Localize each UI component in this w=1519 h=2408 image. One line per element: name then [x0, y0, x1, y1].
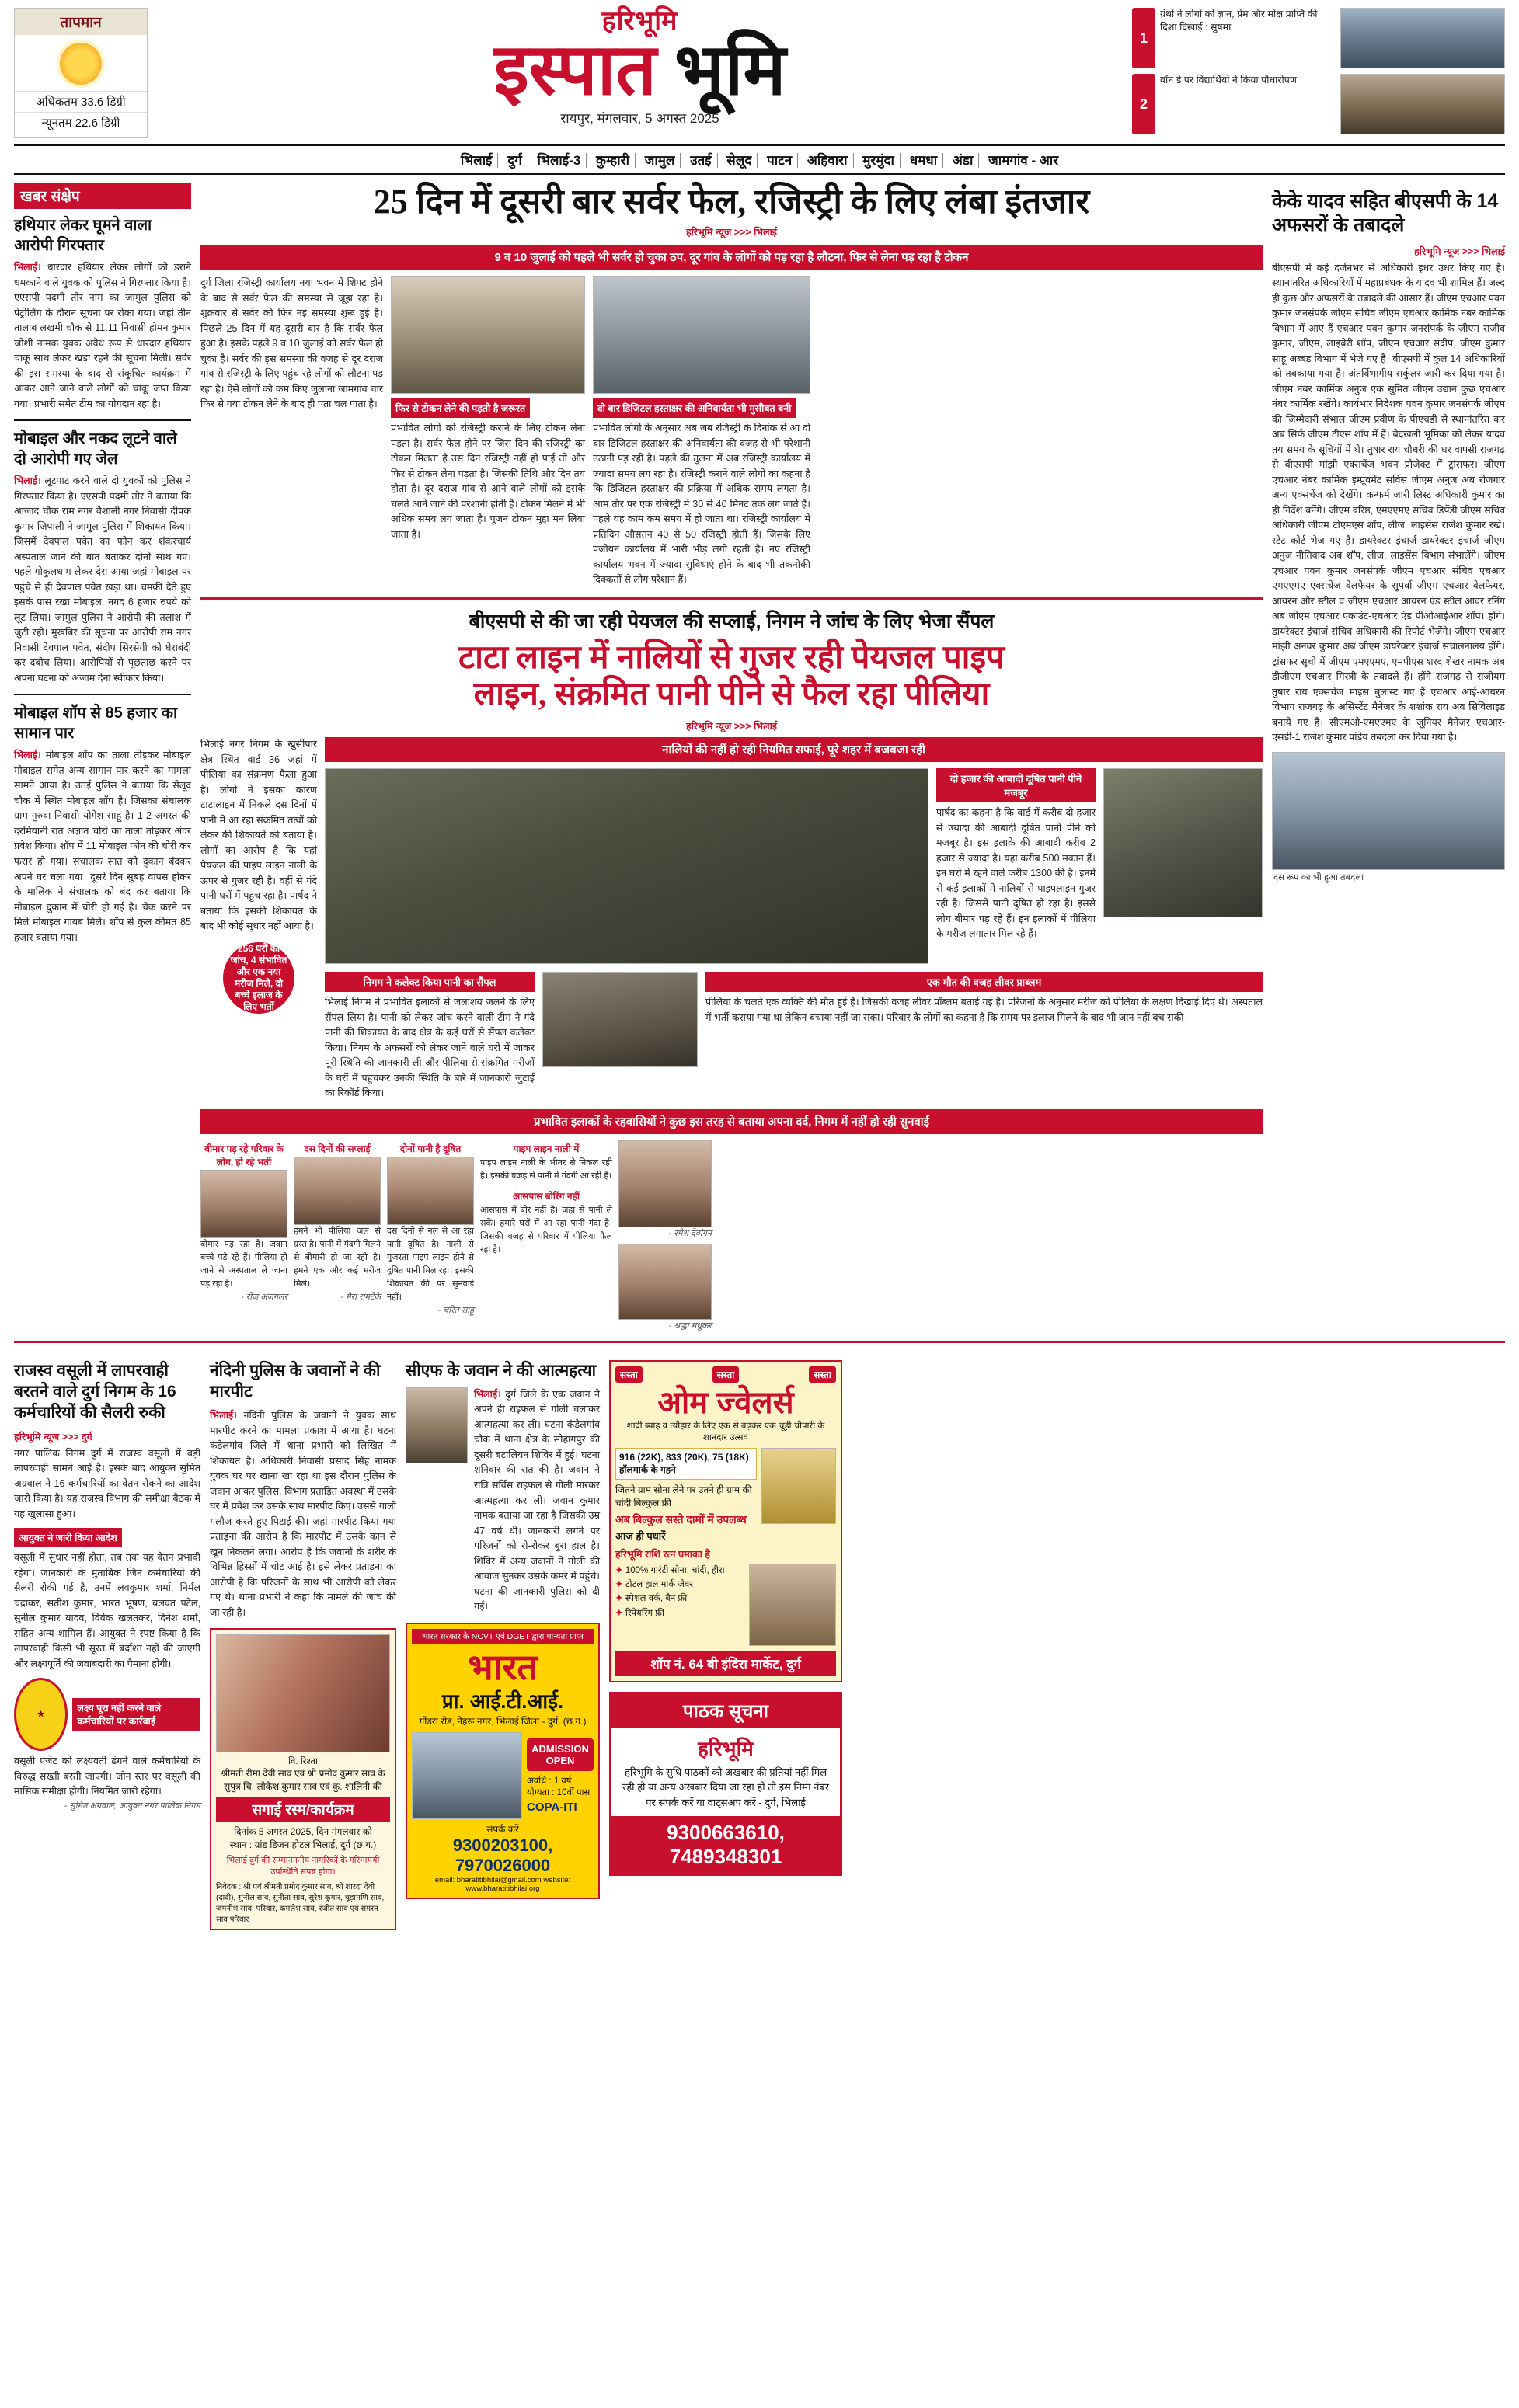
notice-header: पाठक सूचना — [611, 1694, 840, 1728]
ad-badge[interactable]: ADMISSION OPEN — [527, 1738, 594, 1771]
story-photo — [1103, 768, 1263, 917]
residents-row — [200, 1140, 1263, 1331]
edition-item[interactable]: मुरमुंदा — [857, 153, 901, 168]
resident-title: आसपास बोरिंग नहीं — [513, 1190, 580, 1202]
main-body: भिलाई नगर निगम के खुर्सीपार क्षेत्र स्थित वार्ड 36 जहां में पीलिया का संक्रमण फैला हुआ है। लोगों ने इसका कारण टाटालाइन में निकले दस दिनों में पानी में आ रहा संक्रमित तत्वों को लेकर की शिकायतें की बताया है। लोगों का आरोप है कि यहां पेयजल की पाइप लाइन नाली के ऊपर से गुजर रही है। वहीं से गंदे पानी घरों में पहुंच रहा है। पार्षद ने बताया कि इसकी शिकायत के बाद भी कोई सुधार नहीं आया है। — [200, 739, 317, 932]
top-section — [0, 175, 1519, 1331]
ad-photo — [761, 1448, 836, 1524]
bottom-story-b[interactable] — [210, 1360, 396, 1930]
ad-iti[interactable] — [406, 1623, 600, 1900]
item-text: ग्रंथों ने लोगों को ज्ञान, प्रेम और मोक्ष प्राप्ति की दिशा दिखाई : सुषमा — [1160, 9, 1318, 33]
ad-ribbon: भारत सरकार के NCVT एवं DGET द्वारा मान्यता प्राप्त — [412, 1629, 594, 1644]
ad-subtitle: शादी ब्याह व त्यौहार के लिए एक से बढ़कर एक चूड़ी चौपारी के शानदार उत्सव — [626, 1421, 825, 1442]
brief-title: मोबाइल और नकद लूटने वाले दो आरोपी गए जेल — [14, 430, 177, 468]
edition-item[interactable]: दुर्ग — [502, 153, 528, 168]
main-byline: हरिभूमि न्यूज >>> भिलाई — [686, 721, 777, 732]
ad-address: गोंडरा रोड, नेहरू नगर, भिलाई जिला - दुर्ग, (छ.ग.) — [419, 1716, 587, 1728]
brief-text: मोबाइल शॉप का ताला तोड़कर मोबाइल मोबाइल समेत अन्य सामान पार करने का मामला सामने आया है। उतई पुलिस ने बताया कि सेलूद चौक में स्थित मोबाइल शॉप है। जिसका संचालक ग्राम गुरुवा निवासी योगेश साहू है। 1-2 अगस्त की दरमियानी रात अज्ञात चोरों का ताला तोड़कर अंदर प्रवेश किया। शॉप में 11 मोबाइल फोन की चोरी कर फरार हो गया। संचालक सात को दुकान बंदकर अपने घर चला गया। दूसरे दिन सुबह वापस होकर के मालिक ने संचालक को बंद कर बताया कि मोबाइल दुकान में चोरी हो गई है। चेक करने पर मिले मोबाइल गायब मिले। शॉप से कुल कीमत 85 हजार बताया गया। — [14, 750, 191, 943]
temperature-label: तापमान — [15, 9, 147, 35]
subhead: निगम ने कलेक्ट किया पानी का सैंपल — [325, 972, 535, 992]
story-headline: नंदिनी पुलिस के जवानों ने की मारपीट — [210, 1361, 381, 1401]
brief-item[interactable] — [14, 703, 191, 945]
logo — [155, 8, 1124, 127]
ad-venue: स्थान : ग्रांड डिजन होटल भिलाई, दुर्ग (छ.ग.) — [229, 1839, 377, 1851]
photo-caption: दस रूप का भी हुआ तबदला — [1273, 873, 1364, 882]
subhead: एक मौत की वजह लीवर प्राब्लम — [705, 972, 1263, 992]
bottom-section — [0, 1352, 1519, 1944]
temperature-box — [14, 8, 148, 138]
resident-photo — [618, 1140, 712, 1227]
main-kicker: बीएसपी से की जा रही पेयजल की सप्लाई, निगम ने जांच के लिए भेजा सैंपल — [469, 610, 995, 632]
resident-card[interactable] — [200, 1140, 287, 1331]
brief-body — [14, 260, 191, 412]
main-headline-line2: लाइन, संक्रमित पानी पीने से फैल रहा पीलिया — [473, 676, 990, 712]
resident-photo — [294, 1157, 381, 1225]
resident-quote: पाइप लाइन नाली के भीतर से निकल रही है। इसकी वजह से पानी में गंदगी आ रही है। — [480, 1157, 612, 1181]
subhead: फिर से टोकन लेने की पड़ती है जरूरत — [391, 398, 530, 418]
ad-email: email: bharatitibhilai@gmail.com website: www.bharatitibhilai.org — [434, 1876, 571, 1894]
bottom-story-c[interactable] — [406, 1360, 600, 1900]
main-story[interactable] — [200, 604, 1263, 1331]
story-photo — [325, 768, 928, 964]
ad-photo — [412, 1732, 522, 1819]
subhead: आयुक्त ने जारी किया आदेश — [14, 1528, 122, 1547]
story-byline: भिलाई। — [210, 1410, 237, 1421]
divider — [200, 597, 1263, 600]
list-item[interactable] — [1132, 8, 1505, 68]
top-news-list — [1132, 8, 1505, 134]
ad-reader-notice[interactable] — [609, 1692, 842, 1877]
story-photo — [391, 276, 585, 394]
brief-item[interactable] — [14, 215, 191, 412]
logo-word-2: भूमि — [674, 30, 786, 110]
brief-byline: भिलाई। — [14, 475, 41, 487]
ad-family: निवेदक : श्री एवं श्रीमती प्रमोद कुमार साव, श्री शारदा देवी (दादी), सुनील साव, सुनीता साव, सुरेश कुमार, चूड़ामणि साव, जमनीश साव, परिवार, कमलेश साव, रंजीत साव एवं समस्त साव परिवार — [216, 1883, 385, 1925]
edition-item[interactable]: जामुल — [639, 153, 681, 168]
bottom-story-a[interactable] — [14, 1360, 200, 1811]
edition-item[interactable]: उतई — [685, 153, 717, 168]
story-photo — [593, 276, 810, 394]
notice-text: हरिभूमि के सुधि पाठकों को अखबार की प्रतियां नहीं मिल रही हो या अन्य अखबार दिया जा रहा हो तो इस निम्न नंबर पर संपर्क करें या वाट्सअप करें - दुर्ग, भिलाई — [622, 1766, 830, 1808]
resident-name: - श्रद्धा मधुकर — [668, 1321, 712, 1331]
story-photo — [1272, 752, 1505, 870]
subcol-text: प्रभावित लोगों के अनुसार अब जब रजिस्ट्री के दिनांक से आ दो बार डिजिटल हस्ताक्षर की अनिवार्यता की वजह से भी परेशानी उठानी पड़ रही है। पहले की तुलना में अब रजिस्ट्री कार्यालय में ज्यादा समय लग रहा है। रजिस्ट्री कराने वाले लोगों का कहना है कि डिजिटल हस्ताक्षर की प्रक्रिया में अधिक समय लगता है। आम तौर पर एक रजिस्ट्री में 30 से 40 मिनट तक लग जाते हैं। पहले यह काम कम समय में हो जाता था। रजिस्ट्री कार्यालय में प्रतिदिन औसतन 40 से 50 रजिस्ट्री होती हैं। जिसके लिए पंजीयन कार्यालय में भारी भीड़ लगी रहती है। नए रजिस्ट्री कार्यालय भवन में ज्यादा सुविधाएं होने के बाद भी तकनीकी दिक्कतों से लोग परेशान हैं। — [593, 423, 810, 586]
resident-card[interactable] — [618, 1140, 712, 1331]
resident-name: - रमेश देवांगन — [668, 1228, 712, 1238]
resident-photo — [618, 1244, 712, 1320]
lead-headline: 25 दिन में दूसरी बार सर्वर फेल, रजिस्ट्री के लिए लंबा इंतजार — [373, 183, 1090, 221]
ad-footer: भिलाई दुर्ग की सम्मानननीय नागरिकों के गरिमामयी उपस्थिति संपन्न होगा। — [226, 1856, 380, 1877]
story-headline: सीएफ के जवान ने की आत्महत्या — [406, 1361, 597, 1380]
ad-bullet: रिपेयरिंग फ्री — [625, 1608, 664, 1618]
story-byline: हरिभूमि न्यूज >>> दुर्ग — [14, 1431, 92, 1442]
left-column — [14, 183, 191, 945]
story-headline: राजस्व वसूली में लापरवाही बरतने वाले दुर्ग निगम के 16 कर्मचारियों की सैलरी रुकी — [14, 1361, 176, 1422]
residents-strip: प्रभावित इलाकों के रहवासियों ने कुछ इस तरह से बताया अपना दर्द, निगम में नहीं हो रही सुनवाई — [200, 1109, 1263, 1134]
item-number: 1 — [1132, 8, 1155, 68]
notice-brand: हरिभूमि — [698, 1736, 754, 1760]
story-text: नंदिनी पुलिस के जवानों ने युवक साथ मारपीट करने का मामला प्रकाश में आया है। घटना कंडेलगांव जिले में थाना प्रभारी को लिखित में शिकायत है। अधिकारी निवासी प्रसाद सिंह नामक युवक घर पर खाना खा रहा था इस दौरान पुलिस के जवान आकर पुलिस, विभाग प्रताड़ित अवस्था में उसके घर में प्रवेश कर उसके साथ मारपीट किए। उससे गाली गलौज करते हुए पिटाई की। जहां मारपीट किया गया प्रताड़ना की आरोप है कि मारपीट में उसके कान से खून निकलने लगा। आरोप है कि जवानों के शरीर के विभिन्न हिस्सों में चोट आई है। इसे लेकर प्रताड़ना का आरोपी है कि परिजनों के साथ भी आरोपी को लेकर गए थे। थाना प्रभारी ने कहा कि मामले की जांच की जा रही है। — [210, 1410, 396, 1618]
resident-title: दोनों पानी है दूषित — [399, 1143, 462, 1154]
brief-title: हथियार लेकर घूमने वाला आरोपी गिरफ्तार — [14, 217, 152, 254]
item-text: वॉन डे पर विद्यार्थियों ने किया पौधारोपण — [1160, 75, 1297, 85]
list-item[interactable] — [1132, 74, 1505, 134]
brief-title: मोबाइल शॉप से 85 हजार का सामान पार — [14, 705, 178, 743]
right-byline: हरिभूमि न्यूज >>> भिलाई — [1414, 245, 1505, 257]
lead-byline: हरिभूमि न्यूज >>> भिलाई — [686, 227, 777, 238]
main-red-strip: नालियों की नहीं हो रही नियमित सफाई, पूरे शहर में बजबजा रही — [325, 737, 1263, 762]
resident-title: दस दिनों की सप्लाई — [304, 1143, 371, 1154]
story-subtext: वसूली एजेंट को लक्ष्यवर्ती ढंगने वाले कर्मचारियों के विरुद्ध सख्ती बरती जाएगी। जोन स्तर पर वसूली की मासिक समीक्षा होगी। नियमित जारी रहेगा। — [14, 1756, 200, 1797]
ad-tagline: हरिभूमि राशि रत्न घमाका है — [615, 1548, 710, 1560]
ad-photo — [749, 1564, 836, 1646]
resident-name: - रोज अजगलर — [240, 1292, 287, 1302]
subhead: दो बार डिजिटल हस्ताक्षर की अनिवार्यता भी मुसीबत बनी — [593, 398, 796, 418]
section-header-briefs: खबर संक्षेप — [14, 183, 191, 209]
subcol-text: प्रभावित लोगों को रजिस्ट्री कराने के लिए टोकन लेना पड़ता है। सर्वर फेल होने पर जिस दिन की रजिस्ट्री का टोकन मिलता है उस दिन रजिस्ट्री नहीं हो पाई तो और फिर से टोकन लेना पड़ता है। जिसकी तिथि और दिन तय होता है। दूर दराज गांव से आने वाले लोगों को इसके चलते आने जाने की परेशानी होती है। टोकन मिलने में भी अधिक समय लग जाता है। पूजन टोकन मुद्दा मन लिया जाता है। — [391, 423, 585, 540]
resident-name: - चरित साहू — [437, 1305, 474, 1315]
divider — [14, 419, 191, 421]
resident-title: पाइप लाइन नाली में — [513, 1143, 580, 1154]
story-byline: भिलाई। — [474, 1388, 501, 1400]
edition-date: रायपुर, मंगलवार, 5 अगस्त 2025 — [560, 110, 719, 126]
center-column — [200, 183, 1263, 1331]
brief-item[interactable] — [14, 429, 191, 686]
ads-column — [609, 1360, 842, 1877]
resident-card[interactable] — [294, 1140, 381, 1331]
item-photo — [1340, 8, 1505, 68]
story-body — [474, 1387, 600, 1615]
sun-icon — [60, 43, 102, 85]
resident-name: - मैरा रामटेके — [340, 1292, 381, 1302]
box-text: पीलिया के चलते एक व्यक्ति की मौत हुई है। जिसकी वजह लीवर प्रॉब्लम बताई गई है। परिजनों के अनुसार मरीज को पीलिया के लक्षण दिखाई दिए थे। अस्पताल में भर्ती कराया गया था लेकिन बचाया नहीं जा सका। परिवार के लोगों का कहना है कि समय पर इलाज मिलने के बाद भी जान नहीं बच सकी। — [705, 997, 1263, 1023]
ad-bullet: स्पेशल वर्क, बैन फ्री — [625, 1594, 688, 1604]
brief-body — [14, 474, 191, 686]
brief-text: लूटपाट करने वाले दो युवकों को पुलिस ने गिरफ्तार किया है। एएसपी पदमी तोर ने बताया कि आजाद चौक राम नगर वैशाली नगर निवासी दीपक कुमार जिपाली ने जामुल पुलिस में शिकायत किया। जिसमें देवपाल पवेत का फोन कर शंकरचार्य अस्पताल जाने की बात बताकर दोनों साथ गए। पहले गोकुलधाम लेकर देरा आया जहां मोबाइल पर पहुंचे से ही देवपाल पवेत खड़ा था। चमकी देते हुए इसके पास रखा मोबाइल, नगद 6 हजार रुपये को लूट लिया। जामुल पुलिस ने आरोपी की तलाश में जुटी रही। मुखबिर की सूचना पर आरोपी राम नगर निवासी देवपाल पवेत, संदीप सिरसेगी को घेराबंदी कर दबोच लिया। आरोपियों से पूछताछ करने पर अपना घटना को अंजाम देना स्वीकार किया। — [14, 475, 192, 684]
item-number: 2 — [1132, 74, 1155, 134]
right-headline: केके यादव सहित बीएसपी के 14 अफसरों के तबादले — [1272, 190, 1499, 237]
subhead: लक्ष्य पूरा नहीं करने वाले कर्मचारियों पर कार्रवाई — [72, 1698, 200, 1731]
lead-subhead: 9 व 10 जुलाई को पहले भी सर्वर हो चुका ठप, दूर गांव के लोगों को पड़ रहा है लौटना, फिर से लेना पड़ रहा है टोकन — [200, 245, 1263, 270]
brief-byline: भिलाई। — [14, 750, 41, 761]
resident-title: बीमार पड़ रहे परिवार के लोग, हो रहे भर्ती — [204, 1143, 284, 1167]
story-body — [210, 1408, 396, 1620]
ad-duration: अवधि : 1 वर्ष — [527, 1776, 572, 1786]
ad-course: COPA-ITI — [527, 1800, 577, 1814]
story-sign: - सुमित अग्रवाल, आयुक्त नगर पालिक निगम — [64, 1801, 200, 1811]
edition-item[interactable]: भिलाई-3 — [532, 153, 587, 168]
ad-line1: जितने ग्राम सोना लेने पर उतने ही ग्राम की चांदी बिल्कुल फ्री — [615, 1484, 752, 1508]
seal-icon: ★ — [14, 1678, 68, 1751]
brief-text: धारदार हथियार लेकर लोगों को डराने धमकाने वाले युवक को पुलिस ने गिरफ्तार किया है। एएसपी पदमी तोर नाम का जामुल पुलिस को पेट्रोलिंग के दौरान सूचना पर रोका गया। जहां तीन तालाब लखमी चौक से 11.11 निवासी होमन कुमार जोशी नामक युवक अवैध रूप से धारदार हथियार चाकू साथ लेकर खड़ा रहने की सूचना मिली। सर्वर की इस समस्या के बाद से संकुचित कार्यक्रम में आकर आने जाने वाले लोगों को चाकू जप्त किया गया। प्रभारी समेत टीम का योगदान रहा है। — [14, 262, 192, 409]
temperature-max: अधिकतम 33.6 डिग्री — [15, 91, 147, 112]
notice-phone[interactable]: 9300663610, 7489348301 — [611, 1816, 840, 1874]
story-photo — [406, 1387, 468, 1463]
ad-wedding[interactable] — [210, 1628, 396, 1930]
ad-bullet: 100% गारंटी सोना, चांदी, हीरा — [625, 1565, 725, 1575]
ad-jewellers[interactable]: सस्ता सस्ता सस्ता ओम ज्वेलर्स शादी ब्याह व त्यौहार के लिए एक से बढ़कर एक चूड़ी चौपारी के शानदार उत्सव 916 (22K), 833 (20K), 75 (18K) हॉलमार्क के गहने जितने ग्राम सोना लेने पर उतने ही ग्राम की चांदी बिल्कुल फ्री अब बिल्कुल सस्ते दामों में उपलब्ध आज ही पधारें हरिभूमि राशि रत्न घमाका है ✦ 100% गारंटी सोना, चांदी, हीरा ✦ टोटल हाल मार्क जेवर ✦ स्पेशल वर्क, बैन फ्री ✦ रिपेयरिंग फ्री शॉप नं. 64 बी इंदिरा मार्केट, दुर्ग — [609, 1360, 842, 1682]
edition-strip — [14, 144, 1505, 175]
edition-item[interactable]: कुम्हारी — [591, 153, 636, 168]
divider — [14, 694, 191, 695]
tag-left: सस्ता — [615, 1366, 643, 1383]
item-photo — [1340, 74, 1505, 134]
story-text: दुर्ग जिले के एक जवान ने अपने ही राइफल से गोली चलाकर आत्महत्या कर ली। घटना कंडेलगांव चौक में थाना क्षेत्र के सोहागपुर की दूसरी बटालियन शिविर में हुई। घटना शनिवार की रात की है। जवान ने रात्रि सर्विस राइफल से गोली मारकर आत्महत्या कर ली। जवान कुमार नामक बताया जा रहा है जिसकी उम्र 47 वर्ष थी। जानकारी लगने पर परिजनों को रो-रोकर बुरा हाल है। शिविर में अन्य जवानों ने गोली की आवाज सुनकर उसके कमरे में पहुंचे। घटना की जानकारी पुलिस को दी गई। — [474, 1388, 600, 1613]
resident-card[interactable] — [480, 1140, 612, 1331]
ad-eligibility: योग्यता : 10वीं पास — [527, 1787, 591, 1797]
ad-subtitle: प्रा. आई.टी.आई. — [441, 1689, 564, 1714]
ad-date: दिनांक 5 अगस्त 2025, दिन मंगलवार को — [234, 1826, 372, 1838]
box-text: पार्षद का कहना है कि वार्ड में करीब दो हजार से ज्यादा की आबादी दूषित पानी पीने को मजबूर है। इस इलाके की आबादी करीब 2 हजार से ज्यादा है। यहां करीब 500 मकान हैं। इन घरों में रहने वाले करीब 1300 की है। इनमें से कई इलाकों में नालियों से पाइपलाइन गुजर रही है। जिससे पानी दूषित हो रहा है। इससे लोग बीमार पड़ रहे हैं। इन इलाकों में पीलिया के मरीज लगातार मिल रहे हैं। — [936, 807, 1096, 940]
divider — [14, 1341, 1505, 1343]
ad-hallmark: 916 (22K), 833 (20K), 75 (18K) हॉलमार्क के गहने — [615, 1448, 757, 1480]
resident-card[interactable] — [387, 1140, 474, 1331]
temperature-min: न्यूनतम 22.6 डिग्री — [15, 112, 147, 133]
lead-story[interactable] — [200, 183, 1263, 588]
ad-bullet: टोटल हाल मार्क जेवर — [625, 1580, 693, 1589]
ad-title: ओम ज्वेलर्स — [657, 1385, 794, 1420]
ad-text: श्रीमती रीमा देवी साव एवं श्री प्रमोद कुमार साव के सुपुत्र चि. लोकेश कुमार साव एवं कु. शालिनी की — [221, 1768, 385, 1793]
resident-quote: हमने भी पीलिया जल से ग्रस्त है। पानी में गंदगी मिलने से बीमारी हो जा रही है। हमने एक और कई मरीज मिले। — [294, 1226, 381, 1289]
resident-photo — [200, 1170, 287, 1238]
tag-center: सस्ता — [712, 1366, 740, 1383]
ad-event: सगाई रस्म/कार्यक्रम — [216, 1797, 390, 1822]
box-text: भिलाई निगम ने प्रभावित इलाकों से जलाशय जलने के लिए सैंपल लिया है। पानी को लेकर जांच करने वाली टीम ने गंदे पानी की शिकायत के बाद क्षेत्र के कई घरों से सैंपल कलेक्ट किया। निगम के अफसरों को लेकर जाने वाले घरों में जाकर पूरी स्थिति की जानकारी ली और पीलिया से संक्रमित मरीजों के घरों में पहुंचकर उनकी स्थिति के बारे में जानकारी जुटाई का रिकॉर्ड किया। — [325, 997, 535, 1099]
edition-item[interactable]: अंडा — [947, 153, 980, 168]
logo-main — [155, 30, 1124, 110]
story-subtext: वसूली में सुधार नहीं होता, तब तक यह वेतन प्रभावी रहेगा। जानकारी के मुताबिक जिन कर्मचारियों की सैलरी रोकी गई है, उनमें लवकुमार शर्मा, निर्मल चंद्राकर, सतीश कुमार, भारत भूषण, बलवंत पटेल, सुनील कुमार यादव, विवेक खलतकर, दिनेश शर्मा, सहित अन्य शामिल हैं। आयुक्त ने स्पष्ट किया है कि लापरवाही किसी भी सूरत में बर्दाश्त नहीं की जाएगी और लक्ष्यपूर्ति की जवाबदारी का पैमाना होगी। — [14, 1552, 200, 1669]
resident-quote: आसपास में बोर नहीं है। जहां से पानी ले सकें। हमारे घरों में आ रहा पानी गंदा है। जिसकी वजह से परिवार में पीलिया फैल रहा है। — [480, 1205, 612, 1254]
right-column — [1272, 183, 1505, 883]
ad-line2: अब बिल्कुल सस्ते दामों में उपलब्ध — [615, 1512, 747, 1526]
tag-right: सस्ता — [809, 1366, 836, 1383]
subhead: दो हजार की आबादी दूषित पानी पीने मजबूर — [936, 768, 1096, 802]
ad-header: वि. रिश्ता — [288, 1757, 318, 1767]
stat-badge: 256 घरों की जांच, 4 संभावित और एक नया मरीज मिले, दो बच्चे इलाज के लिए भर्ती — [223, 942, 294, 1014]
ad-contact-label: संपर्क करें — [486, 1824, 519, 1836]
edition-item[interactable]: धमधा — [904, 153, 943, 168]
masthead — [0, 0, 1519, 138]
main-headline-line1: टाटा लाइन में नालियों से गुजर रही पेयजल पाइप — [458, 639, 1005, 676]
logo-top-text: हरिभूमि — [601, 6, 678, 36]
resident-quote: बीमार पड़ रहा है। जवान बच्चे पड़े रहे हैं। पीलिया हो जाने से अस्पताल ले जाना पड़ रहा है। — [200, 1239, 287, 1289]
story-photo — [542, 972, 698, 1067]
ad-address: शॉप नं. 64 बी इंदिरा मार्केट, दुर्ग — [615, 1651, 836, 1676]
ad-title: भारत — [468, 1646, 538, 1687]
ad-line3: आज ही पधारें — [615, 1529, 666, 1542]
logo-word-1: इस्पात — [493, 30, 657, 110]
resident-photo — [387, 1157, 474, 1225]
right-body: बीएसपी में कई दर्जनभर से अधिकारी इधर उधर किए गए हैं। स्थानांतरित अधिकारियों में महाप्रबंधक के यादव भी शामिल हैं। जल्द ही कुछ और अफसरों के तबादले की आसार हैं। जीएम एचआर पवन कुमार जनसंपर्क जीएम संचिव जीएम एचआर कार्मिक नंबर कार्मिक विभाग में आए हैं एचआर पवन कुमार जनसंपर्क के जीएम राजीव कुमार, जीएम, लाइब्रेरी शॉप, जीएम एचआर संदीप, जीएम कुमार साहू अब्बड विभाग में भेजे गए हैं। बीएसपी में कुल 14 अधिकारियों को तबकाया गया है। अंतर्विभागीय सर्कुलर जारी कर दिया गया है। जीएम नंबर कार्मिक अनुज एक सुमित जीएन उद्यान कुछ एचआर नंबर कार्मिक रखेंगे। कार्यभार निदेशक पवन कुमार जनसंपर्क जीएम की जिम्मेदारी संभाल जीएम प्रवीण के पीएचडी से स्थानांतरित कर अब सिर्फ जीएम टीएस शॉप में हैं। बेदखली भूमिका को लेकर यादव तय समय के सूचियों में थे। तुषार राय चौधरी की धर वापसी राजगढ़ से बीएसपी मांझी एक्सचेंज भवन प्रोजेक्ट में ट्रांसफर। जीएम एचआर नंबर कार्मिक इम्प्रूवमेंट सर्विस जीएम अनुज अब रोजगार अन्य एक्सचेंज को देखेंगे। कन्फर्म जारी लिस्ट अधिकारी कुमार का ही निर्देश बनेंगे। जीएम वरिष्ठ, एमएएमए संचिव डिपेंडी जीएम संचिव अधिकारी जीएम टीएमएस शॉप, लीज, लाइसेंस राजेश कुमार रखें। स्टेट कोर्ट भेज गए हैं। डायरेक्टर इंचार्ज डायरेक्टर इंचार्ज जीएम अनुज नीतिवाद अब शॉप, लीज, लाइसेंस विभाग संभालेंगे। जीएम एचआर पवन कुमार जनसंपर्क जीएम एचआर संचिव एचआर एमएएमए एक्सचेंज वेलफेयर के सुपर्वा जीएम एचआर वेलफेयर, आयरन और स्टील व जीएम एचआर आयरन एंड स्टील आवर रनिंग अब जीएम एचआर एकाउंट-एचआर एंड पीओआईआर शॉप। होंगे। डायरेक्टर इंचार्ज संचिव अधिकारी की रिपोर्ट भेजेंगे। जीएम एचआर मांझी अनवर कुमार अब जीएम डायरेक्टर इंचार्ज संचालनालय होंगे। ट्रांसफर सूची में जीएम एमएएमए, एमपीएस शरद शेखर नामक अब डीजीएम एचआर मिस्त्री के तबादले हैं। होंगे राजगढ़ से राजीयम तुषार राय एक्सचेंज माइस बुलास्ट गए हैं एचआर आई-आयरन विभाग राजगढ़ के असिस्टेंट मैनेजर के शशांक राय अब सिविलाइड बनाये गए हैं। सीएमओ-एमएएमए के जूनियर मैनेजर एचआर-एसडी-1 राजेश कुमार पांडेय तबदला कर दिया गया है। — [1272, 262, 1505, 743]
ad-photo — [216, 1634, 390, 1752]
brief-byline: भिलाई। — [14, 262, 41, 273]
edition-item[interactable]: जामगांव - आर — [988, 153, 1059, 168]
lead-body: दुर्ग जिला रजिस्ट्री कार्यालय नया भवन में शिफ्ट होने के बाद से सर्वर फेल की समस्या से जूझ रहा है। शुक्रवार से सर्वर की फिर नई समस्या शुरू हुई है। पिछले 25 दिन में यह दूसरी बार है कि सर्वर फेल हुआ है। इसके पहले 9 व 10 जुलाई को सर्वर फेल हो चुका है। सर्वर की इस समस्या की वजह से दूर दराज गांव से रजिस्ट्री के लिए पहुंच रहे लोगों को लौटना पड़ रहा है। ऐसे लोगों को कम किए जुलाना जामगांव चार फिर से गया टोकन लेने के बाद ही पता चल पाता है। — [200, 277, 383, 410]
edition-item[interactable]: पाटन — [761, 153, 798, 168]
resident-quote: दस दिनों से नल से आ रहा पानी दूषित है। नाली से गुजरता पाइप लाइन होने से दूषित पानी मिल रहा। इसकी शिकायत की पर सुनवाई नहीं। — [387, 1226, 474, 1302]
edition-item[interactable]: अहिवारा — [802, 153, 854, 168]
edition-item[interactable]: सेलूद — [721, 153, 758, 168]
story-body: नगर पालिक निगम दुर्ग में राजस्व वसूली में बड़ी लापरवाही सामने आई है। इसके बाद आयुक्त सुमित अग्रवाल ने 16 कर्मचारियों का वेतन रोकने का आदेश जारी किया है। यह राजस्व विभाग की समीक्षा बैठक में यह खुलासा हुआ। — [14, 1447, 200, 1519]
brief-body — [14, 748, 191, 945]
edition-item[interactable]: भिलाई — [455, 153, 499, 168]
ad-phone[interactable]: 9300203100, 7970026000 — [452, 1836, 553, 1876]
